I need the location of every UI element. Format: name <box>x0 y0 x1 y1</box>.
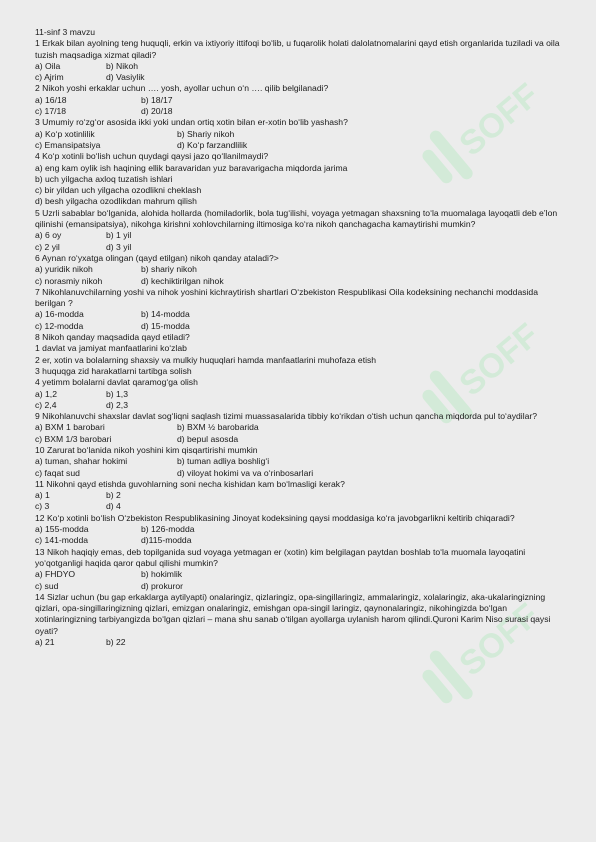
answer-option: c) Ajrim <box>35 72 64 83</box>
question-text: 2 Nikoh yoshi erkaklar uchun …. yosh, ayollar uchun o‘n …. qilib belgilanadi? <box>35 83 329 94</box>
answer-option: b) 126-modda <box>141 524 195 535</box>
answer-row <box>35 106 565 117</box>
question-text: 8 Nikoh qanday maqsadida qayd etiladi? <box>35 332 190 343</box>
answer-row <box>35 468 565 479</box>
answer-option: b) 2 <box>106 490 121 501</box>
question-line: a) eng kam oylik ish haqining ellik baravaridan yuz baravarigacha miqdorda jarima <box>35 162 348 173</box>
answer-option: b) Nikoh <box>106 60 138 71</box>
answer-option: a) 21 <box>35 637 55 648</box>
answer-option: d) bepul asosda <box>177 433 239 444</box>
answer-option: d) prokuror <box>141 580 184 591</box>
answer-option: b) 1,3 <box>106 388 128 399</box>
answer-option: c) norasmiy nikoh <box>35 275 103 286</box>
answer-option: b) 1 yil <box>106 230 132 241</box>
answer-row <box>35 569 565 580</box>
answer-row <box>35 309 565 320</box>
answer-option: a) yuridik nikoh <box>35 264 93 275</box>
answer-option: d)115-modda <box>141 535 192 546</box>
question-text: 6 Aynan ro‘yxatga olingan (qayd etilgan) nikoh qanday ataladi?> <box>35 252 279 263</box>
question-text: 4 Ko‘p xotinli bo‘lish uchun quydagi qaysi jazo qo‘llanilmaydi? <box>35 151 269 162</box>
document-title: 11-sinf 3 mavzu <box>35 27 96 37</box>
answer-option: a) Oila <box>35 60 61 71</box>
answer-row <box>35 242 565 253</box>
question-line: d) besh yilgacha ozodlikdan mahrum qilish <box>35 196 197 207</box>
answer-row <box>35 95 565 106</box>
answer-option: c) 2 yil <box>35 241 60 252</box>
answer-option: c) 141-modda <box>35 535 89 546</box>
answer-row <box>35 400 565 411</box>
svg-text:SOFF: SOFF <box>452 316 547 404</box>
answer-option: d) 2,3 <box>106 399 128 410</box>
question-text: 12 Ko‘p xotinli bo‘lish O‘zbekiston Respublikasining Jinoyat kodeksining qaysi moddasiga ko‘ra javobgarlikni keltirib chiqaradi? <box>35 512 515 523</box>
answer-row <box>35 276 565 287</box>
answer-row <box>35 501 565 512</box>
answer-row <box>35 422 565 433</box>
answer-option: d) viloyat hokimi va va o‘rinbosarlari <box>177 467 314 478</box>
answer-option: a) 16/18 <box>35 94 67 105</box>
answer-option: c) 2,4 <box>35 399 57 410</box>
answer-option: a) 6 oy <box>35 230 62 241</box>
answer-option: b) 18/17 <box>141 94 173 105</box>
answer-row <box>35 389 565 400</box>
answer-option: c) 17/18 <box>35 106 67 117</box>
question-text: 11 Nikohni qayd etishda guvohlarning soni necha kishidan kam bo‘lmasligi kerak? <box>35 478 345 489</box>
question-line: b) uch yilgacha axloq tuzatish ishlari <box>35 173 173 184</box>
answer-option: c) 3 <box>35 501 50 512</box>
answer-option: c) BXM 1/3 barobari <box>35 433 112 444</box>
answer-option: d) Ko‘p farzandlilik <box>177 139 248 150</box>
svg-text:SOFF: SOFF <box>452 596 547 684</box>
answer-option: c) faqat sud <box>35 467 80 478</box>
question-line: 1 davlat va jamiyat manfaatlarini ko‘zlab <box>35 343 187 354</box>
answer-row <box>35 581 565 592</box>
answer-option: a) BXM 1 barobari <box>35 422 105 433</box>
question-text: 3 Umumiy ro‘zg‘or asosida ikki yoki undan ortiq xotin bilan er-xotin bo‘lib yashash? <box>35 117 348 128</box>
question-text: 5 Uzrli sabablar bo‘lganida, alohida hollarda (homiladorlik, bola tug‘ilishi, voyaga yetmagan shaxsning to‘la muomalaga layoqatli deb e’lon qilinishi (emansipatsiya), nikohga kirishni xohlovchilarning iltimosiga ko‘ra nikoh qanchagacha kamaytirishi mumkin? <box>35 207 558 230</box>
answer-row <box>35 140 565 151</box>
answer-option: c) Emansipatsiya <box>35 139 101 150</box>
answer-row <box>35 535 565 546</box>
answer-row <box>35 72 565 83</box>
answer-option: a) 1 <box>35 490 50 501</box>
answer-option: b) shariy nikoh <box>141 264 197 275</box>
answer-row <box>35 230 565 241</box>
question-text: 14 Sizlar uchun (bu gap erkaklarga aytilyapti) onalaringiz, qizlaringiz, opa-singillaringiz, ammalaringiz, xolalaringiz, aka-ukalaringizning qizlari, opa-singillaringizning qizlari, emizgan onalaringiz, emishgan opa-singil laringiz, qaynonalaringiz, nikohingizda bo‘lgan xotinlaringizning tarbiyangizda bo‘lgan qizlari – mana shu sanab o‘tilgan ayollarga uylanish harom qilindi.Quroni Karim Niso surasi qaysi oyati? <box>35 591 551 636</box>
answer-option: a) tuman, shahar hokimi <box>35 456 128 467</box>
question-text: 1 Erkak bilan ayolning teng huquqli, erkin va ixtiyoriy ittifoqi bo‘lib, u fuqarolik holati dalolatnomalarini qayd etish organlarida tuziladi va oila tuzish maqsadiga xizmat qiladi? <box>35 38 560 60</box>
answer-option: b) 14-modda <box>141 309 190 320</box>
answer-option: c) sud <box>35 580 59 591</box>
answer-option: b) 22 <box>106 637 126 648</box>
question-text: 7 Nikohlanuvchilarning yoshi va nihok yoshini kichraytirish shartlari O‘zbekiston Respublikasi Oila kodeksining nechanchi moddasida berilgan ? <box>35 286 538 309</box>
answer-row <box>35 264 565 275</box>
answer-option: a) Ko‘p xotinlilik <box>35 128 95 139</box>
answer-option: d) 4 <box>106 501 121 512</box>
answer-row <box>35 434 565 445</box>
answer-option: a) 155-modda <box>35 524 89 535</box>
answer-row <box>35 61 565 72</box>
question-line: 3 huquqga zid harakatlarni tartibga solish <box>35 365 192 376</box>
answer-row <box>35 524 565 535</box>
answer-option: b) tuman adliya boshlig‘i <box>177 456 270 467</box>
answer-option: a) FHDYO <box>35 569 76 580</box>
question-text: 10 Zarurat bo‘lanida nikoh yoshini kim qisqartirishi mumkin <box>35 444 258 455</box>
answer-option: b) hokimlik <box>141 569 183 580</box>
answer-option: d) kechiktirilgan nihok <box>141 275 224 286</box>
document-body <box>35 27 565 648</box>
answer-option: d) 15-modda <box>141 320 190 331</box>
answer-option: b) BXM ½ barobarida <box>177 422 259 433</box>
answer-option: d) Vasiylik <box>106 72 145 83</box>
answer-row <box>35 456 565 467</box>
question-text: 13 Nikoh haqiqiy emas, deb topilganida sud voyaga yetmagan er (xotin) kim belgilagan paytdan boshlab to‘la muomala layoqatini yo‘qotganligi haqida qaror qabul qilishi mumkin? <box>35 546 526 568</box>
answer-row <box>35 129 565 140</box>
answer-option: b) Shariy nikoh <box>177 128 235 139</box>
answer-row <box>35 321 565 332</box>
answer-option: a) 16-modda <box>35 309 84 320</box>
answer-option: a) 1,2 <box>35 388 57 399</box>
answer-option: d) 20/18 <box>141 106 173 117</box>
question-text: 9 Nikohlanuvchi shaxslar davlat sog‘liqni saqlash tizimi muassasalarida tibbiy ko‘rikdan o‘tish uchun qancha miqdorda pul to‘aydilar? <box>35 411 538 422</box>
answer-row <box>35 490 565 501</box>
question-line: 4 yetimm bolalarni davlat qaramog‘ga olish <box>35 377 198 388</box>
question-line: c) bir yildan uch yilgacha ozodlikni cheklash <box>35 185 202 196</box>
question-line: 2 er, xotin va bolalarning shaxsiy va mulkiy huquqlari hamda manfaatlarini muhofaza etish <box>35 354 377 365</box>
answer-option: d) 3 yil <box>106 241 132 252</box>
svg-text:SOFF: SOFF <box>452 76 547 164</box>
answer-row <box>35 637 565 648</box>
answer-option: c) 12-modda <box>35 320 84 331</box>
